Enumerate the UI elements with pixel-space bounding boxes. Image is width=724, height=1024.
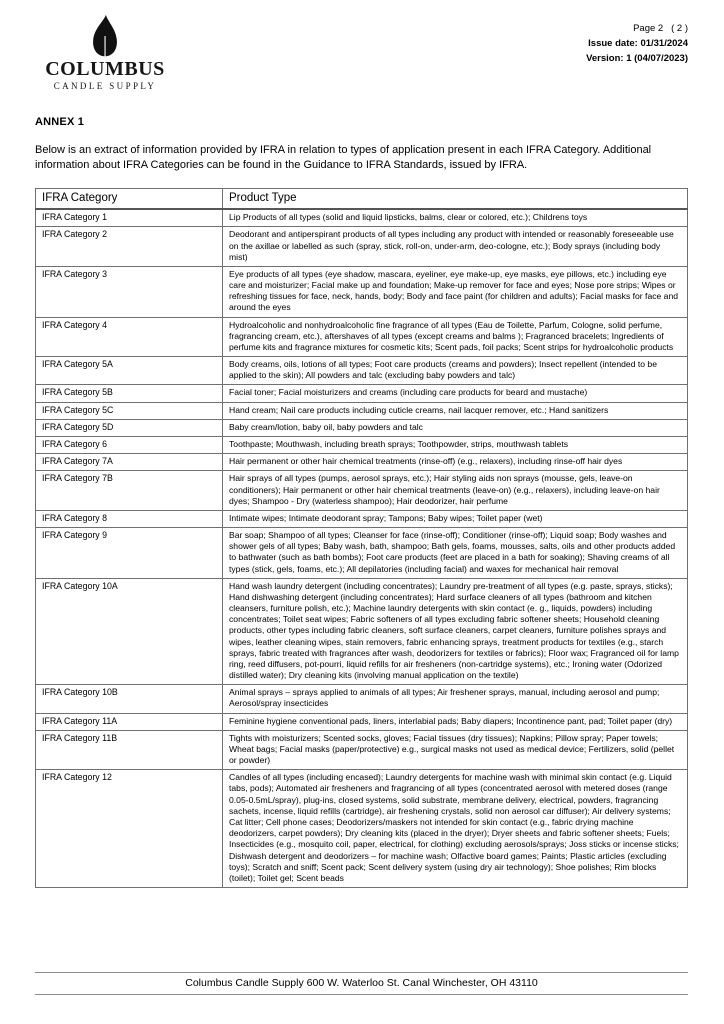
category-cell: IFRA Category 2 [36, 227, 223, 267]
product-type-cell: Body creams, oils, lotions of all types; Foot care products (creams and powders); Insect repellent (intended to be applied to the skin); All powders and talc (excluding baby powders and talc) [223, 357, 688, 385]
table-row [36, 713, 688, 730]
column-header-product-type: Product Type [223, 189, 688, 210]
category-cell: IFRA Category 5B [36, 385, 223, 402]
product-type-cell: Hand wash laundry detergent (including concentrates); Laundry pre-treatment of all types (e.g. paste, sprays, sticks); Hand dishwashing detergent (including concentrates); Hard surface cleaners of all types (bathroom and kitchen cleansers, furniture polish, etc.); Machine laundry detergents with skin contact (e. g., liquids, powders) including concentrates; Toilet seat wipes; Fabric softeners of all types excluding fabric softener sheets; Household cleaning products, other types including fabric cleaners, soft surface cleaners, carpet cleaners, furniture polishes sprays and wipes, leather cleaning wipes, stain removers, fabric enhancing sprays, treatment products for textiles (e.g., starch sprays, fabric treated with fragrances after wash, deodorizers for textiles or fabrics); Floor wax; Fragranced oil for lamp ring, reed diffusers, pot-pourri, liquid refills for air fresheners (non-cartridge systems), etc.; Ironing water (Odorized distilled water); Dry cleaning kits (involving manual application on the textile) [223, 578, 688, 685]
product-type-cell: Eye products of all types (eye shadow, mascara, eyeliner, eye make-up, eye masks, eye pillows, etc.) including eye care and moisturizer; Facial make up and foundation; Make-up remover for face and eyes; Nose pore strips; Wipes or refreshing tissues for face, neck, hands, body; Body and face paint (for children and adults); Facial masks for face and around the eyes [223, 266, 688, 317]
flame-icon [88, 14, 122, 58]
company-logo [35, 14, 175, 91]
logo-subtitle: CANDLE SUPPLY [53, 81, 157, 91]
category-cell: IFRA Category 10B [36, 685, 223, 713]
document-meta [586, 14, 688, 66]
category-cell: IFRA Category 11A [36, 713, 223, 730]
category-cell: IFRA Category 9 [36, 528, 223, 579]
product-type-cell: Deodorant and antiperspirant products of all types including any product with intended or reasonably foreseeable use on the axillae or labelled as such (spray, stick, roll-on, under-arm, deo-cologne, etc.); Body sprays (including body mist) [223, 227, 688, 267]
table-row [36, 471, 688, 511]
category-cell: IFRA Category 11B [36, 730, 223, 770]
category-cell: IFRA Category 1 [36, 209, 223, 227]
product-type-cell: Bar soap; Shampoo of all types; Cleanser for face (rinse-off); Conditioner (rinse-off); Liquid soap; Body washes and shower gels of all types; Baby wash, bath, shampoo; Bath gels, foams, mousses, salts, oils and other products added to bathwater (such as bath bombs); Foot care products (feet are placed in a bath for soaking); Shaving creams of all types (stick, gels, foams, etc.); All depilatories (including facial) and waxes for mechanical hair removal [223, 528, 688, 579]
page-footer: Columbus Candle Supply 600 W. Waterloo St. Canal Winchester, OH 43110 [35, 972, 688, 995]
category-cell: IFRA Category 5A [36, 357, 223, 385]
category-cell: IFRA Category 5D [36, 419, 223, 436]
table-row [36, 385, 688, 402]
product-type-cell: Hair sprays of all types (pumps, aerosol sprays, etc.); Hair styling aids non sprays (mousse, gels, leave-on conditioners); Hair permanent or other hair chemical treatments (leave-on) (e.g., relaxers), including leave-on hair dyes; Shampoo - Dry (waterless shampoo); Hair deodorizer, hair perfume [223, 471, 688, 511]
product-type-cell: Tights with moisturizers; Scented socks, gloves; Facial tissues (dry tissues); Napkins; Pillow spray; Paper towels; Wheat bags; Facial masks (paper/protective) e.g., surgical masks not used as medical device; Fertilizers, solid (pellet or powder) [223, 730, 688, 770]
intro-paragraph: Below is an extract of information provided by IFRA in relation to types of application present in each IFRA Category. Additional information about IFRA Categories can be found in the Guidance to IFRA Standards, issued by IFRA. [35, 144, 652, 171]
table-row [36, 770, 688, 888]
category-cell: IFRA Category 10A [36, 578, 223, 685]
table-row [36, 578, 688, 685]
category-cell: IFRA Category 8 [36, 510, 223, 527]
category-cell: IFRA Category 4 [36, 317, 223, 357]
table-header-row [36, 189, 688, 210]
table-row [36, 730, 688, 770]
table-row [36, 528, 688, 579]
product-type-cell: Lip Products of all types (solid and liquid lipsticks, balms, clear or colored, etc.); Childrens toys [223, 209, 688, 227]
table-row [36, 419, 688, 436]
page-number: Page 2 ( 2 ) [633, 23, 688, 34]
category-cell: IFRA Category 7B [36, 471, 223, 511]
table-row [36, 266, 688, 317]
category-cell: IFRA Category 5C [36, 402, 223, 419]
product-type-cell: Intimate wipes; Intimate deodorant spray; Tampons; Baby wipes; Toilet paper (wet) [223, 510, 688, 527]
table-row [36, 357, 688, 385]
table-row [36, 317, 688, 357]
category-cell: IFRA Category 6 [36, 437, 223, 454]
table-row [36, 685, 688, 713]
product-type-cell: Baby cream/lotion, baby oil, baby powders and talc [223, 419, 688, 436]
column-header-category: IFRA Category [36, 189, 223, 210]
annex-title: ANNEX 1 [35, 116, 85, 128]
product-type-cell: Animal sprays – sprays applied to animals of all types; Air freshener sprays, manual, including aerosol and pump; Aerosol/spray insecticides [223, 685, 688, 713]
product-type-cell: Hand cream; Nail care products including cuticle creams, nail lacquer remover, etc.; Hand sanitizers [223, 402, 688, 419]
table-row [36, 227, 688, 267]
product-type-cell: Hydroalcoholic and nonhydroalcoholic fine fragrance of all types (Eau de Toilette, Parfum, Cologne, solid perfume, fragrancing cream, etc.), aftershaves of all types (except creams and balms ); Fragranced bracelets; Ingredients of perfume kits and fragrance mixtures for cosmetic kits; Scent pads, foil packs; Scent strips for hydroalcoholic products [223, 317, 688, 357]
product-type-cell: Feminine hygiene conventional pads, liners, interlabial pads; Baby diapers; Incontinence pant, pad; Toilet paper (dry) [223, 713, 688, 730]
category-cell: IFRA Category 12 [36, 770, 223, 888]
table-row [36, 510, 688, 527]
table-row [36, 454, 688, 471]
issue-date: Issue date: 01/31/2024 [588, 38, 688, 49]
product-type-cell: Toothpaste; Mouthwash, including breath sprays; Toothpowder, strips, mouthwash tablets [223, 437, 688, 454]
version: Version: 1 (04/07/2023) [586, 53, 688, 64]
ifra-table-body [36, 209, 688, 887]
product-type-cell: Candles of all types (including encased); Laundry detergents for machine wash with minimal skin contact (e.g. Liquid tabs, pods); Automated air fresheners and fragrancing of all types (concentrated aerosol with metered doses (range 0.05-0.5mL/spray), plug-ins, closed systems, solid substrate, membrane delivery, electrical, powders, fragrancing sachets, incense, liquid refills (cartridge), air freshening crystals, solid non aerosol car diffuser); Air delivery systems; Cat litter; Cell phone cases; Deodorizers/maskers not intended for skin contact (e.g., fabric drying machine deodorizers, carpet powders); Dry cleaning kits (placed in the dryer); Dryer sheets and fabric softener sheets; Fuels; Insecticides (e.g., mosquito coil, paper, electrical, for clothing) excluding aerosols/sprays; Joss sticks or incense sticks; Dishwash detergent and deodorizers – for machine wash; Olfactive board games; Paints; Plastic articles (excluding toys); Scratch and sniff; Scent pack; Scent delivery system (using dry air technology); Shoe polishes; Rim blocks (toilet); Toilet gel; Scent beads [223, 770, 688, 888]
table-row [36, 437, 688, 454]
page-header [35, 14, 688, 91]
product-type-cell: Facial toner; Facial moisturizers and creams (including care products for beard and mustache) [223, 385, 688, 402]
product-type-cell: Hair permanent or other hair chemical treatments (rinse-off) (e.g., relaxers), including rinse-off hair dyes [223, 454, 688, 471]
ifra-category-table [35, 188, 688, 888]
category-cell: IFRA Category 7A [36, 454, 223, 471]
table-row [36, 402, 688, 419]
category-cell: IFRA Category 3 [36, 266, 223, 317]
table-row [36, 209, 688, 227]
logo-title: COLUMBUS [45, 58, 165, 80]
